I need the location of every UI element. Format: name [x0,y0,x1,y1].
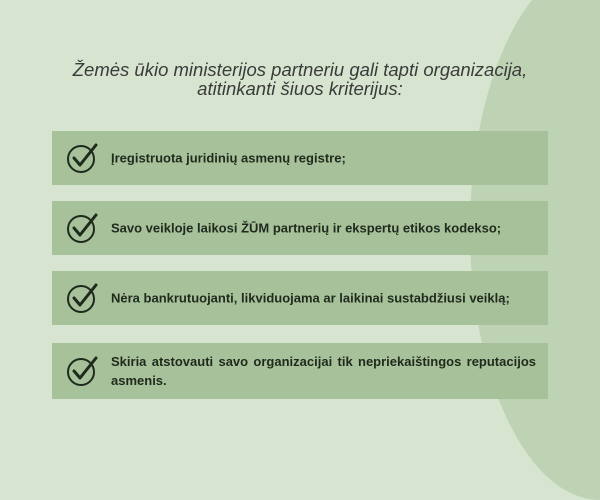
criterion-text: Savo veikloje laikosi ŽŪM partnerių ir ekspertų etikos kodekso; [111,220,502,236]
criterion-text: Nėra bankrutuojanti, likviduojama ar laikinai sustabdžiusi veiklą; [111,290,510,306]
criterion-text: Įregistruota juridinių asmenų registre; [111,150,346,166]
title-line-1: Žemės ūkio ministerijos partneriu gali tapti organizacija, [72,59,528,80]
criterion-card-1 [52,131,548,185]
criterion-card-2 [52,201,548,255]
check-circle-icon [66,211,100,245]
check-circle-icon [66,141,100,175]
check-circle-icon [66,354,100,388]
check-circle-icon [66,281,100,315]
criterion-card-3 [52,271,548,325]
criterion-text: Skiria atstovauti savo organizacijai tik nepriekaištingos reputacijos asmenis. [111,354,536,388]
criterion-card-4 [52,343,548,399]
title-line-2: atitinkanti šiuos kriterijus: [197,78,403,99]
page-title [30,60,570,98]
